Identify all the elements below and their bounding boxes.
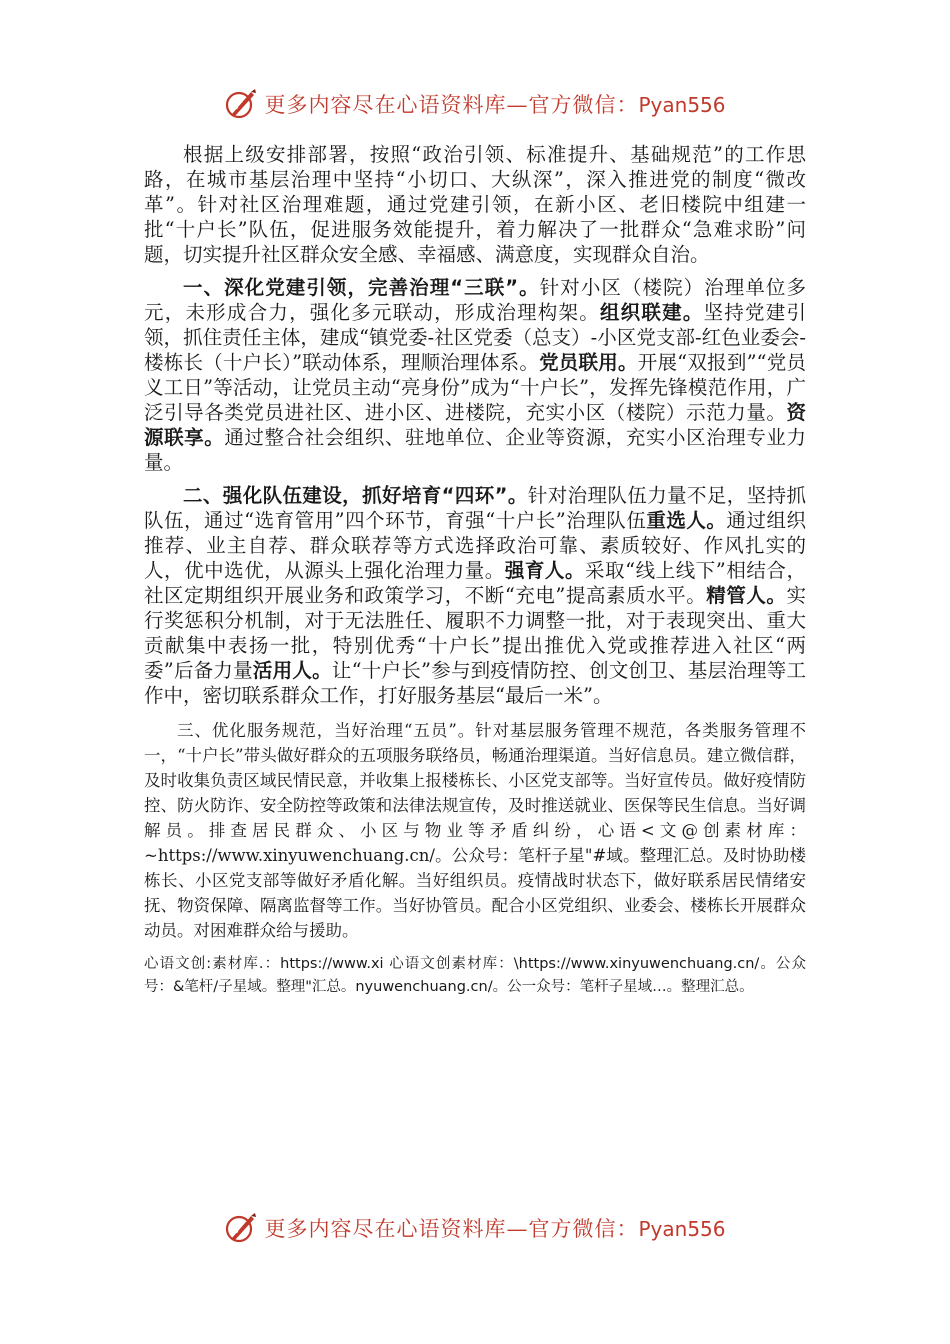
banner-text: 更多内容尽在心语资料库—官方微信：Pyan556 — [264, 1217, 726, 1241]
section-1-keyword-2: 党员联用。 — [539, 351, 638, 374]
banner-text: 更多内容尽在心语资料库—官方微信：Pyan556 — [264, 93, 726, 117]
section-2-heading: 二、强化队伍建设，抓好培育“四环”。 — [183, 484, 528, 507]
section-1-keyword-1: 组织联建。 — [599, 301, 704, 324]
source-note: 心语文创:素材库.：https://www.xi 心语文创素材库：\https://www.xinyuwenchuang.cn/。公众号：&笔杆/子星域。整理"汇总。nyuwenchuang.cn/。公一众号：笔杆子星域…。整理汇总。 — [144, 956, 806, 995]
section-2-keyword-4: 活用人。 — [252, 659, 332, 682]
banner-handle: Pyan556 — [638, 93, 726, 117]
intro-paragraph: 根据上级安排部署，按照“政治引领、标准提升、基础规范”的工作思路，在城市基层治理中坚持“小切口、大纵深”，深入推进党的制度“微改革”。针对社区治理难题，通过党建引领，在新小区、老旧楼院中组建一批“十户长”队伍，促进服务效能提升，着力解决了一批群众“急难求盼”问题，切实提升社区群众安全感、幸福感、满意度，实现群众自治。 — [144, 143, 806, 266]
header-banner — [0, 84, 950, 124]
section-2-paragraph: 二、强化队伍建设，抓好培育“四环”。针对治理队伍力量不足，坚持抓队伍，通过“选育管用”四个环节，育强“十户长”治理队伍重选人。通过组织推荐、业主自荐、群众联荐等方式选择政治可靠、素质较好、作风扎实的人，优中选优，从源头上强化治理力量。强育人。采取“线上线下”相结合，社区定期组织开展业务和政策学习，不断“充电”提高素质水平。精管人。实行奖惩积分机制，对于无法胜任、履职不力调整一批，对于表现突出、重大贡献集中表扬一批，特别优秀“十户长”提出推优入党或推荐进入社区“两委”后备力量活用人。让“十户长”参与到疫情防控、创文创卫、基层治理等工作中，密切联系群众工作，打好服务基层“最后一米”。 — [144, 484, 806, 707]
banner-handle: Pyan556 — [638, 1217, 726, 1241]
section-1-keyword-3: 资源联享。 — [144, 401, 806, 449]
quill-pen-logo-icon — [224, 87, 258, 121]
section-1-paragraph: 一、深化党建引领，完善治理“三联”。针对小区（楼院）治理单位多元，未形成合力，强化多元联动，形成治理构架。组织联建。坚持党建引领，抓住责任主体，建成“镇党委-社区党委（总支）-小区党支部-红色业委会-楼栋长（十户长）”联动体系，理顺治理体系。党员联用。开展“双报到”“党员义工日”等活动，让党员主动“亮身份”成为“十户长”，发挥先锋模范作用，广泛引导各类党员进社区、进小区、进楼院，充实小区（楼院）示范力量。资源联享。通过整合社会组织、驻地单位、企业等资源，充实小区治理专业力量。 — [144, 276, 806, 474]
section-2-keyword-3: 精管人。 — [706, 584, 787, 607]
quill-pen-logo-icon — [224, 1211, 258, 1245]
section-2-keyword-2: 强育人。 — [504, 559, 586, 582]
section-1-heading: 一、深化党建引领，完善治理“三联”。 — [183, 276, 540, 299]
section-3-paragraph: 三、优化服务规范，当好治理“五员”。针对基层服务管理不规范，各类服务管理不一，“十户长”带头做好群众的五项服务联络员，畅通治理渠道。当好信息员。建立微信群，及时收集负责区域民情民意，并收集上报楼栋长、小区党支部等。当好宣传员。做好疫情防控、防火防诈、安全防控等政策和法律法规宣传，及时推送就业、医保等民生信息。当好调解员。排查居民群众、小区与物业等矛盾纠纷，心语<文@创素材库：~https://www.xinyuwenchuang.cn/。公众号：笔杆子星"#域。整理汇总。及时协助楼栋长、小区党支部等做好矛盾化解。当好组织员。疫情战时状态下，做好联系居民情绪安抚、物资保障、隔离监督等工作。当好协管员。配合小区党组织、业委会、楼栋长开展群众动员。对困难群众给与援助。 — [144, 721, 806, 940]
section-2-keyword-1: 重选人。 — [646, 509, 727, 532]
document-body — [144, 142, 806, 999]
footer-banner — [0, 1208, 950, 1248]
